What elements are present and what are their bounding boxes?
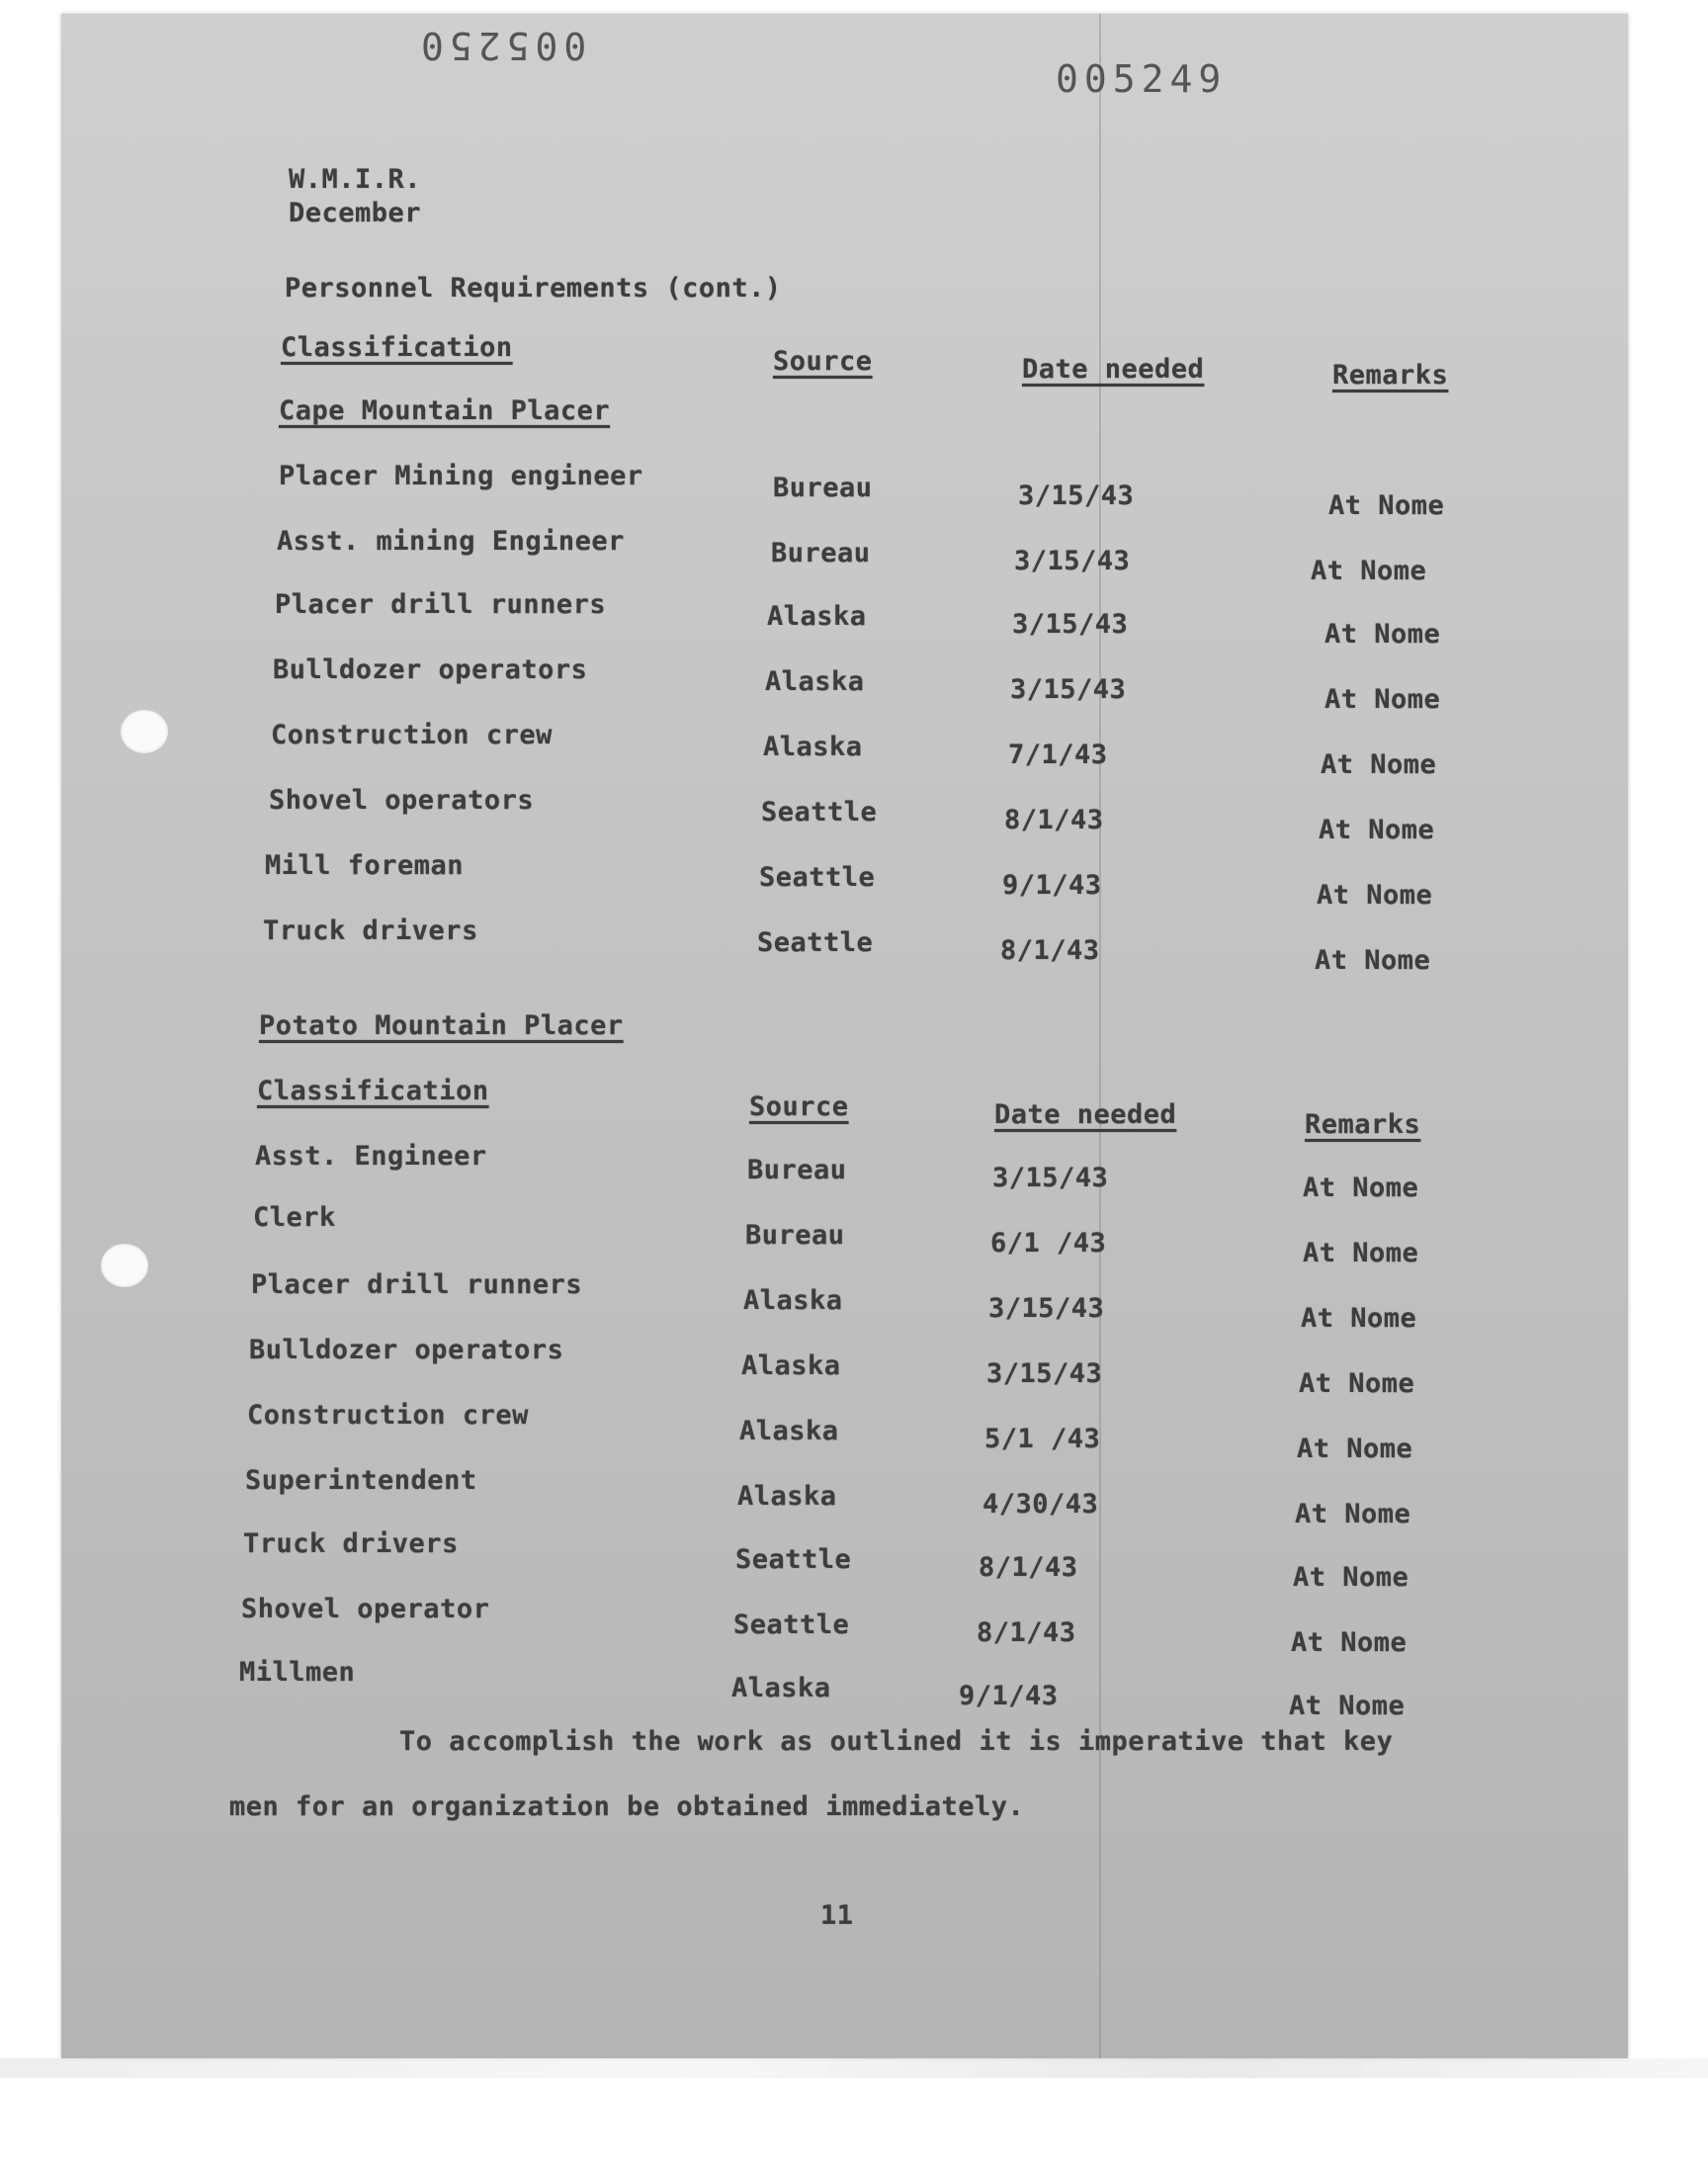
section-title-potato-mountain: Potato Mountain Placer xyxy=(259,1010,624,1041)
cell-date: 5/1 /43 xyxy=(984,1424,1101,1454)
cell-date: 9/1/43 xyxy=(1002,870,1102,901)
cell-source: Alaska xyxy=(741,1350,841,1381)
cell-classification: Clerk xyxy=(253,1202,336,1233)
cell-classification: Mill foreman xyxy=(265,850,465,881)
cell-source: Alaska xyxy=(731,1673,831,1703)
cell-remarks: At Nome xyxy=(1321,749,1437,780)
cell-classification: Asst. Engineer xyxy=(255,1141,487,1172)
cell-date: 8/1/43 xyxy=(1004,805,1104,835)
cell-remarks: At Nome xyxy=(1324,619,1441,650)
cell-remarks: At Nome xyxy=(1328,490,1445,521)
cell-date: 3/15/43 xyxy=(986,1358,1103,1389)
cell-source: Seattle xyxy=(757,927,874,958)
cell-source: Alaska xyxy=(763,732,863,762)
cell-remarks: At Nome xyxy=(1324,684,1441,715)
cell-remarks: At Nome xyxy=(1301,1303,1417,1334)
cell-date: 3/15/43 xyxy=(1010,674,1127,705)
cell-classification: Bulldozer operators xyxy=(249,1335,564,1365)
cell-date: 3/15/43 xyxy=(992,1163,1109,1193)
col-header-date-2: Date needed xyxy=(994,1099,1177,1130)
cell-remarks: At Nome xyxy=(1291,1627,1408,1658)
cell-source: Alaska xyxy=(743,1285,843,1316)
punch-hole-upper xyxy=(121,710,168,753)
cell-source: Seattle xyxy=(733,1610,850,1640)
page-number: 11 xyxy=(820,1900,854,1931)
cell-classification: Asst. mining Engineer xyxy=(277,526,625,557)
stamp-number-inverted: 005250 xyxy=(415,24,587,67)
closing-paragraph-line-2: men for an organization be obtained immediately. xyxy=(229,1791,1025,1822)
page-subtitle: Personnel Requirements (cont.) xyxy=(285,273,782,304)
cell-classification: Placer drill runners xyxy=(251,1269,583,1300)
cell-source: Bureau xyxy=(745,1220,845,1251)
col-header-remarks-2: Remarks xyxy=(1305,1109,1421,1140)
cell-source: Bureau xyxy=(773,473,873,503)
cell-classification: Placer drill runners xyxy=(275,589,607,620)
col-header-classification: Classification xyxy=(281,332,513,363)
cell-date: 8/1/43 xyxy=(1000,935,1100,966)
cell-remarks: At Nome xyxy=(1293,1562,1409,1593)
cell-classification: Construction crew xyxy=(271,720,553,750)
cell-remarks: At Nome xyxy=(1311,556,1427,586)
cell-date: 4/30/43 xyxy=(982,1489,1099,1520)
cell-source: Seattle xyxy=(735,1544,852,1575)
cell-classification: Shovel operator xyxy=(241,1594,490,1624)
cell-source: Seattle xyxy=(759,862,876,893)
cell-date: 8/1/43 xyxy=(977,1617,1076,1648)
cell-date: 8/1/43 xyxy=(979,1552,1078,1583)
punch-hole-lower xyxy=(101,1244,148,1287)
cell-remarks: At Nome xyxy=(1295,1499,1411,1529)
cell-date: 3/15/43 xyxy=(1018,480,1135,511)
col-header-remarks: Remarks xyxy=(1332,360,1449,391)
stamp-number: 005249 xyxy=(1056,57,1228,101)
scan-edge xyxy=(0,2058,1708,2078)
cell-source: Alaska xyxy=(765,666,865,697)
section-title-cape-mountain: Cape Mountain Placer xyxy=(279,395,611,426)
cell-remarks: At Nome xyxy=(1317,880,1433,911)
closing-paragraph-line-1: To accomplish the work as outlined it is imperative that key xyxy=(399,1726,1394,1757)
cell-remarks: At Nome xyxy=(1289,1691,1406,1721)
col-header-source: Source xyxy=(773,346,873,377)
cell-classification: Placer Mining engineer xyxy=(279,461,643,491)
cell-source: Alaska xyxy=(739,1416,839,1446)
cell-classification: Bulldozer operators xyxy=(273,654,588,685)
cell-remarks: At Nome xyxy=(1299,1368,1415,1399)
header-line-1: W.M.I.R. xyxy=(289,164,422,195)
col-header-classification-2: Classification xyxy=(257,1076,489,1106)
cell-date: 3/15/43 xyxy=(1014,546,1131,576)
cell-date: 3/15/43 xyxy=(988,1293,1105,1324)
cell-date: 3/15/43 xyxy=(1012,609,1129,640)
col-header-source-2: Source xyxy=(749,1091,849,1122)
cell-date: 7/1/43 xyxy=(1008,740,1108,770)
cell-date: 6/1 /43 xyxy=(990,1228,1107,1259)
cell-remarks: At Nome xyxy=(1303,1173,1419,1203)
cell-classification: Shovel operators xyxy=(269,785,535,816)
cell-classification: Truck drivers xyxy=(263,915,478,946)
cell-remarks: At Nome xyxy=(1303,1238,1419,1268)
cell-source: Alaska xyxy=(737,1481,837,1512)
cell-classification: Construction crew xyxy=(247,1400,529,1431)
cell-remarks: At Nome xyxy=(1315,945,1431,976)
cell-date: 9/1/43 xyxy=(959,1681,1059,1711)
cell-source: Alaska xyxy=(767,601,867,632)
header-line-2: December xyxy=(289,198,422,228)
cell-source: Bureau xyxy=(771,538,871,568)
cell-remarks: At Nome xyxy=(1297,1434,1413,1464)
cell-source: Seattle xyxy=(761,797,878,827)
col-header-date: Date needed xyxy=(1022,354,1205,385)
cell-classification: Millmen xyxy=(239,1657,356,1688)
cell-classification: Superintendent xyxy=(245,1465,477,1496)
cell-classification: Truck drivers xyxy=(243,1528,459,1559)
cell-source: Bureau xyxy=(747,1155,847,1185)
cell-remarks: At Nome xyxy=(1319,815,1435,845)
